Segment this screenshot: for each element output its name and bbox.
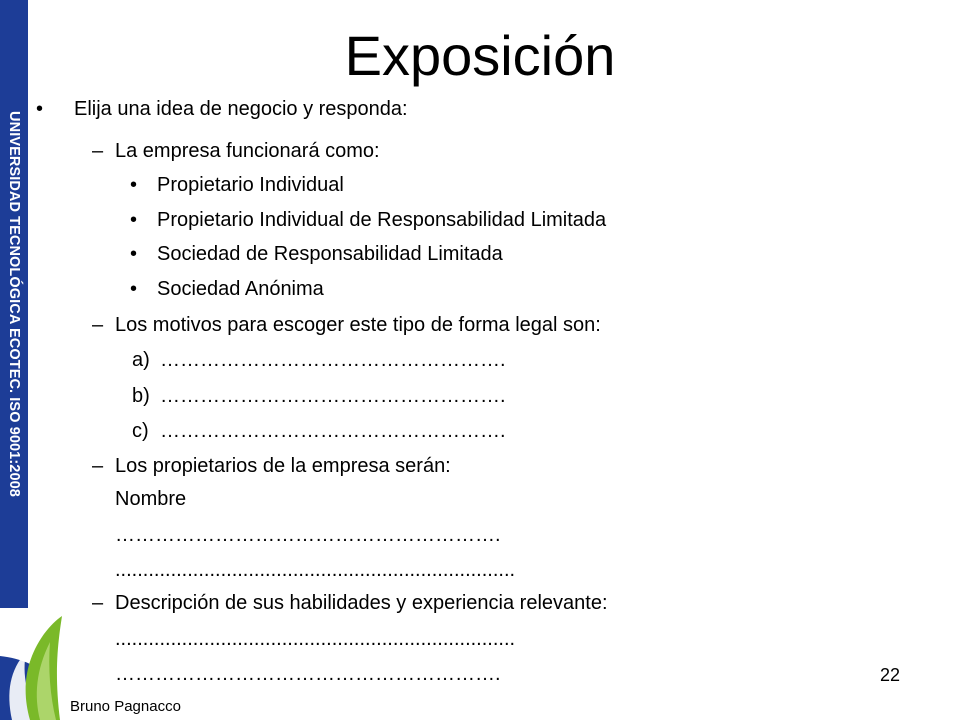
question-skills: Descripción de sus habilidades y experiencia relevante:: [115, 592, 608, 614]
main-bullet-text: Elija una idea de negocio y responda:: [74, 98, 408, 120]
dash-icon: –: [92, 314, 104, 336]
owner-blank-2: ........................................................................: [115, 559, 516, 581]
bullet-icon: •: [36, 98, 44, 120]
question-legal-form: La empresa funcionará como:: [115, 140, 380, 162]
bullet-icon: •: [130, 278, 138, 300]
question-reasons: Los motivos para escoger este tipo de forma legal son:: [115, 314, 601, 336]
slide-title: Exposición: [344, 24, 616, 87]
nombre-label: Nombre: [115, 488, 187, 510]
option-text: Sociedad Anónima: [157, 278, 324, 300]
option-text: Propietario Individual: [157, 174, 344, 196]
desc-blank-2: ………………………………………………….: [115, 663, 501, 685]
reason-blank: …………………………………………….: [160, 349, 506, 371]
owner-blank-1: ………………………………………………….: [115, 524, 501, 546]
reason-blank: …………………………………………….: [160, 420, 506, 442]
author-name: Bruno Pagnacco: [70, 698, 181, 715]
bullet-icon: •: [130, 243, 138, 265]
ecotec-leaf-logo-icon: [0, 612, 68, 720]
dash-icon: –: [92, 592, 104, 614]
question-owners: Los propietarios de la empresa serán:: [115, 455, 451, 477]
reason-blank: …………………………………………….: [160, 385, 506, 407]
reason-letter: a): [132, 349, 150, 371]
sidebar-band: [0, 0, 28, 608]
option-text: Propietario Individual de Responsabilidad Limitada: [157, 209, 607, 231]
university-name: UNIVERSIDAD TECNOLÓGICA ECOTEC. ISO 9001:2008: [6, 111, 22, 497]
bullet-icon: •: [130, 209, 138, 231]
reason-letter: b): [132, 385, 150, 407]
option-text: Sociedad de Responsabilidad Limitada: [157, 243, 503, 265]
reason-letter: c): [132, 420, 149, 442]
dash-icon: –: [92, 140, 104, 162]
page-number: 22: [880, 665, 901, 685]
dash-icon: –: [92, 455, 104, 477]
desc-blank-1: ........................................................................: [115, 628, 516, 650]
bullet-icon: •: [130, 174, 138, 196]
